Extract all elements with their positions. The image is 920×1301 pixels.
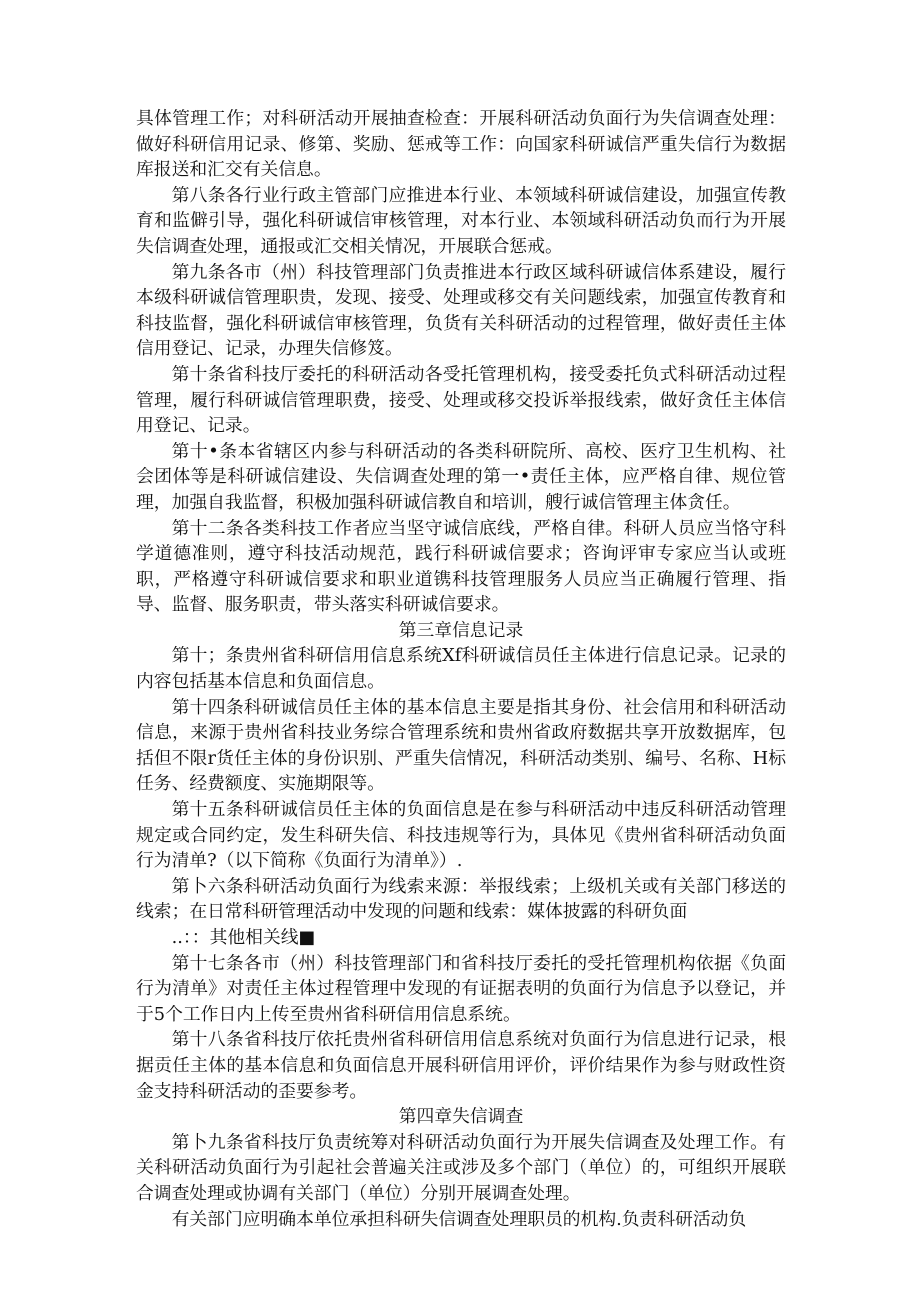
paragraph-article-11: 第十•条本省辖区内参与科研活动的各类科研院所、高校、医疗卫生机构、社会团体等是科研诚信建设、失信调查处理的第一•责任主体，应严格自律、规位管理，加强自我监督，积极加强科研诚信教自和培训，艘行诚信管理主体贪任。 <box>136 440 786 513</box>
paragraph-article-20-partial: 有关部门应明确本单位承担科研失信调查处理职员的机构.负责科研活动负 <box>171 1208 747 1230</box>
chapter-4-heading: 第四章失信调查 <box>398 1106 524 1128</box>
paragraph-article-15: 第十五条科研诚信员任主体的负面信息是在参与科研活动中违反科研活动管理规定或合同约定，发生科研失信、科技违规等行为，具体见《贵州省科研活动负面行为清单?（以下简称《负面行为清单》）. <box>136 799 786 872</box>
paragraph-article-14: 第十四条科研诚信员任主体的基本信息主要是指其身份、社会信用和科研活动信息，来源于贵州省科技业务综合管理系统和贵州省政府数据共享开放数据库，包括但不限r货任主体的身份识别、严重失信情况，科研活动类别、编号、名称、H标任务、经费额度、实施期限等。 <box>136 696 786 795</box>
document-body <box>136 106 786 1232</box>
paragraph-article-12: 第十二条各类科技工作者应当坚守诚信底线，严格自律。科研人员应当恪守科学道德准则，遵守科技活动规范，践行科研诚信要求；咨询评审专家应当认或班职，严格遵守科研诚信要求和职业道镌科技管理服务人员应当正确履行管理、指导、监督、服务职责，带头落实科研诚信要求。 <box>136 517 786 616</box>
paragraph-article-9: 第九条各市（州）科技管理部门负责推进本行政区域科研诚信体系建设，履行本级科研诚信管理职贵，发现、接受、处理或移交有关问题线索，加强宣传教育和科技监督，强化科研诚信审核管理，负货有关科研活动的过程管理，做好责任主体信用登记、记录，办理失信修笈。 <box>136 261 786 360</box>
paragraph-article-19: 第卜九条省科技厅负责统筹对科研活动负面行为开展失信调查及处理工作。有关科研活动负面行为引起社会普遍关注或涉及多个部门（单位）的，可组织开展联合调查处理或协调有关部门（单位）分别开展调查处理。 <box>136 1131 786 1204</box>
paragraph-article-8: 第八条各行业行政主管部门应推进本行业、本领域科研诚信建设，加强宣传教育和监僻引导，强化科研诚信审核管理，对本行业、本领域科研活动负而行为开展失信调查处理，通报或汇交相关情况，开展联合惩戒。 <box>136 184 786 257</box>
paragraph-article-16: 第卜六条科研活动负面行为线索来源：举报线索；上级机关或有关部门移送的线索；在日常科研管理活动中发现的问题和线索：媒体披露的科研负面 <box>136 875 786 923</box>
paragraph-fragment: ..：：其他相关线■ <box>171 927 316 948</box>
paragraph-article-10: 第十条省科技厅委托的科研活动各受托管理机构，接受委托负式科研活动过程管理，履行科研诚信管理职费，接受、处理或移交投诉举报线索，做好贪任主体信用登记、记录。 <box>136 363 786 437</box>
chapter-3-heading: 第三章信息记录 <box>398 619 524 641</box>
paragraph-continued: 具体管理工作；对科研活动开展抽查检查：开展科研活动负面行为失信调查处理：做好科研信用记录、修第、奖励、惩戒等工作：向国家科研诚信严重失信行为数据库报送和汇交有关信息。 <box>136 108 786 181</box>
paragraph-article-17: 第十七条各市（州）科技管理部门和省科技厅委托的受托管理机构依据《负面行为清单》对责任主体过程管理中发现的有证据表明的负面行为信息予以登记，并于5个工作日内上传至贵州省科研信用信息系统。 <box>136 952 786 1025</box>
paragraph-article-13: 第十；条贵州省科研信用信息系统Xf科研诚信员任主体进行信息记录。记录的内容包括基本信息和负面信息。 <box>136 645 786 693</box>
paragraph-article-18: 第十八条省科技厅依托贵州省科研信用信息系统对负面行为信息进行记录，根据贡任主体的基本信息和负面信息开展科研信用评价，评价结果作为参与财政性资金支持科研活动的歪要参考。 <box>136 1029 786 1102</box>
